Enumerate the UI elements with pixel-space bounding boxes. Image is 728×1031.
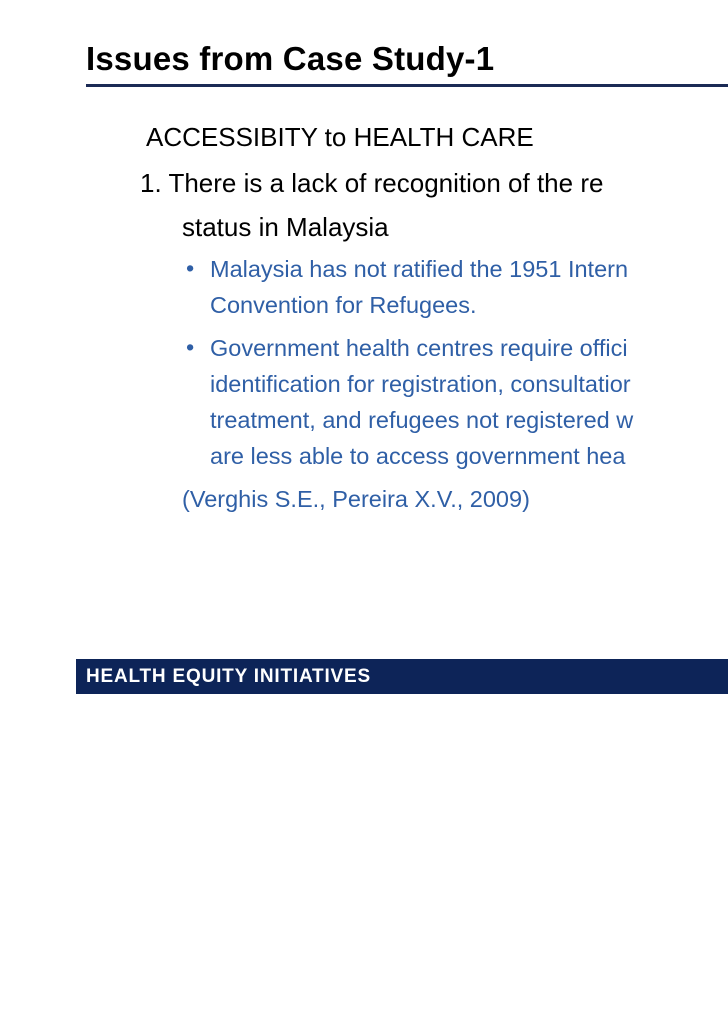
bullet-2-dot: • — [186, 334, 195, 360]
bullet-2-line-1: Government health centres require offici — [210, 335, 628, 361]
bullet-2-line-2: identification for registration, consultatior — [210, 371, 631, 397]
section-subheading: ACCESSIBITY to HEALTH CARE — [146, 122, 534, 152]
bullet-1-line-1: Malaysia has not ratified the 1951 Intern — [210, 256, 629, 282]
slide-title: Issues from Case Study-1 — [86, 40, 495, 77]
bullet-1-dot: • — [186, 255, 195, 281]
title-divider — [86, 84, 728, 87]
bullet-1-line-2: Convention for Refugees. — [210, 292, 477, 318]
point-1-line-1: 1. There is a lack of recognition of the re — [140, 168, 604, 198]
footer-label: HEALTH EQUITY INITIATIVES — [86, 666, 371, 687]
bullet-2-line-4: are less able to access government hea — [210, 443, 626, 469]
citation: (Verghis S.E., Pereira X.V., 2009) — [182, 486, 530, 512]
bullet-2-line-3: treatment, and refugees not registered w — [210, 407, 634, 433]
point-1-line-2: status in Malaysia — [182, 212, 389, 242]
footer-bar — [76, 659, 728, 694]
